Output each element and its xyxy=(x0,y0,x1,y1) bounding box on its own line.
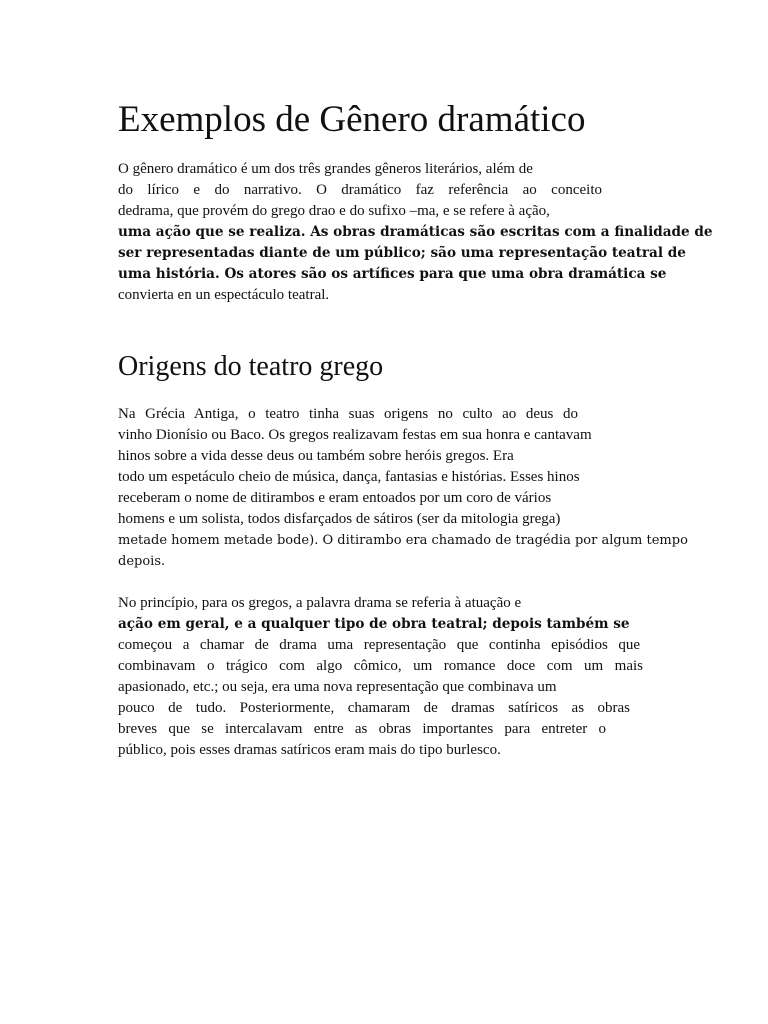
paragraph-intro xyxy=(118,159,713,306)
text-line: do lírico e do narrativo. O dramático faz referência ao conceito xyxy=(118,182,602,198)
text-line: O gênero dramático é um dos três grandes gêneros literários, além de xyxy=(118,161,533,177)
text-line: uma história. Os atores são os artífices para que uma obra dramática se xyxy=(118,266,667,282)
text-line: receberam o nome de ditirambos e eram entoados por um coro de vários xyxy=(118,490,552,506)
text-line: breves que se intercalavam entre as obras importantes para entreter o xyxy=(118,721,606,737)
text-line: metade homem metade bode). O ditirambo era chamado de tragédia por algum tempo xyxy=(118,533,688,548)
text-line: combinavam o trágico com algo cômico, um romance doce com um mais xyxy=(118,658,643,674)
page-title: Exemplos de Gênero dramático xyxy=(118,99,586,140)
text-line: vinho Dionísio ou Baco. Os gregos realizavam festas em sua honra e cantavam xyxy=(118,427,592,443)
text-line: ação em geral, e a qualquer tipo de obra teatral; depois também se xyxy=(118,616,630,632)
text-line: No princípio, para os gregos, a palavra drama se referia à atuação e xyxy=(118,595,522,611)
text-line: pouco de tudo. Posteriormente, chamaram de dramas satíricos as obras xyxy=(118,700,630,716)
text-line: uma ação que se realiza. As obras dramáticas são escritas com a finalidade de xyxy=(118,224,713,240)
text-line: todo um espetáculo cheio de música, dança, fantasias e histórias. Esses hinos xyxy=(118,469,580,485)
section-heading: Origens do teatro grego xyxy=(118,351,384,382)
text-line: Na Grécia Antiga, o teatro tinha suas origens no culto ao deus do xyxy=(118,406,578,422)
text-line: hinos sobre a vida desse deus ou também sobre heróis gregos. Era xyxy=(118,448,514,464)
text-line: dedrama, que provém do grego drao e do sufixo –ma, e se refere à ação, xyxy=(118,203,550,219)
text-line: público, pois esses dramas satíricos eram mais do tipo burlesco. xyxy=(118,742,501,758)
paragraph-origins xyxy=(118,404,686,572)
text-line: depois. xyxy=(118,554,166,569)
text-line: ser representadas diante de um público; são uma representação teatral de xyxy=(118,245,686,261)
text-line: apasionado, etc.; ou seja, era uma nova representação que combinava um xyxy=(118,679,557,695)
text-line: convierta en un espectáculo teatral. xyxy=(118,287,330,303)
text-line: começou a chamar de drama uma representação que continha episódios que xyxy=(118,637,640,653)
paragraph-drama-meaning xyxy=(118,593,686,761)
text-line: homens e um solista, todos disfarçados de sátiros (ser da mitologia grega) xyxy=(118,511,561,527)
document-page xyxy=(118,98,713,761)
